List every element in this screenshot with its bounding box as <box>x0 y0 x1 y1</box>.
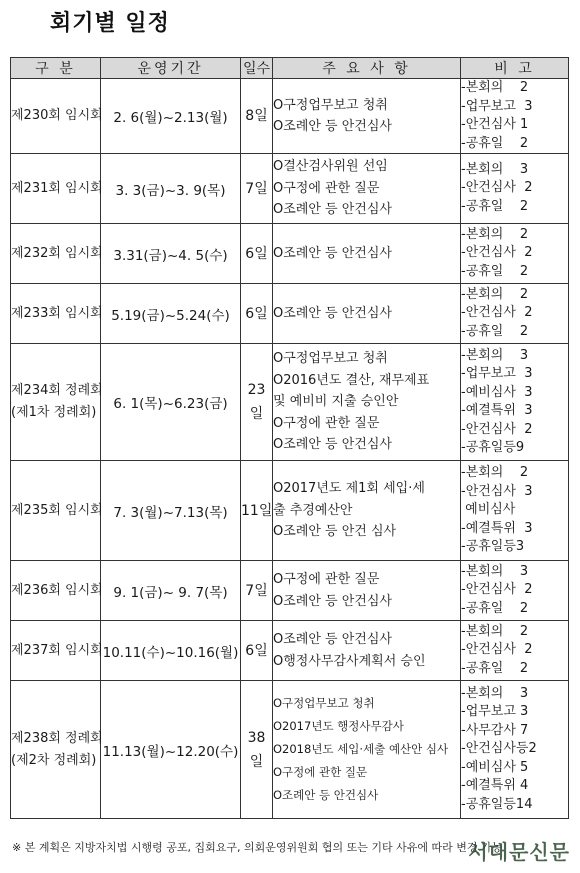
items-cell <box>273 461 461 561</box>
note-item: -공휴일 2 <box>461 323 529 339</box>
header-notes: 비 고 <box>461 58 569 79</box>
table-body <box>11 79 569 819</box>
note-item: -업무보고 3 <box>461 98 533 114</box>
days-cell <box>241 344 273 461</box>
days-cell <box>241 79 273 154</box>
days-value: 일 <box>249 753 264 770</box>
days-cell <box>241 284 273 344</box>
agenda-item: O행정사무감사계획서 승인 <box>273 653 426 669</box>
days-value: 6일 <box>245 305 268 322</box>
session-label: (제2차 정례회) <box>11 752 97 768</box>
notes-cell <box>461 284 569 344</box>
table-row <box>11 284 569 344</box>
note-item: -안건심사 3 <box>461 483 533 499</box>
note-item: -공휴일등3 <box>461 539 525 555</box>
note-item: -공휴일 2 <box>461 263 529 279</box>
agenda-item: O2017년도 행정사무감사 <box>273 719 404 733</box>
agenda-item: O조례안 등 안건심사 <box>273 632 392 647</box>
days-value: 23 <box>247 382 266 398</box>
note-item: -본회의 2 <box>461 286 529 302</box>
agenda-item: O2016년도 결산, 재무제표 <box>273 372 430 388</box>
table-row <box>11 79 569 154</box>
items-cell <box>273 79 461 154</box>
table-row <box>11 461 569 561</box>
footnote: ※ 본 계획은 지방자치법 시행령 공포, 집회요구, 의회운영위원회 협의 또는 기타 사유에 따라 변경 가능 <box>12 841 503 854</box>
note-item: -업무보고 3 <box>461 704 529 720</box>
table-row <box>11 621 569 681</box>
table-row <box>11 224 569 284</box>
note-item: -예결특위 3 <box>461 520 533 536</box>
agenda-item: O구정에 관한 질문 <box>273 572 380 587</box>
session-label: 제230회 임시회 <box>11 108 103 123</box>
notes-cell <box>461 344 569 461</box>
session-label: 제231회 임시회 <box>11 180 103 196</box>
days-cell <box>241 224 273 284</box>
header-session: 구 분 <box>11 58 101 79</box>
period-cell: 3. 3(금)~3. 9(목) <box>101 154 241 224</box>
note-item: -본회의 3 <box>461 563 529 579</box>
note-item: -안건심사 2 <box>461 421 533 437</box>
session-cell <box>11 344 101 461</box>
note-item: -안건심사 2 <box>461 180 533 196</box>
note-item: -공휴일 2 <box>461 660 529 676</box>
table-row <box>11 344 569 461</box>
note-item: 예비심사 <box>461 502 516 518</box>
session-label: 제232회 임시회 <box>11 245 103 261</box>
note-item: -공휴일등9 <box>461 440 525 455</box>
agenda-item: O조례안 등 안건심사 <box>273 245 392 261</box>
agenda-item: O조례안 등 안건 심사 <box>273 524 397 540</box>
items-cell <box>273 154 461 224</box>
agenda-item: O조례안 등 안건심사 <box>273 119 392 134</box>
note-item: -공휴일 2 <box>461 198 529 214</box>
session-cell <box>11 284 101 344</box>
note-item: -예비심사 5 <box>461 759 529 775</box>
note-item: -안건심사 2 <box>461 642 533 658</box>
period-cell: 2. 6(월)~2.13(월) <box>101 79 241 154</box>
period-cell: 9. 1(금)~ 9. 7(목) <box>101 561 241 621</box>
header-items: 주 요 사 항 <box>273 58 461 79</box>
items-cell <box>273 681 461 819</box>
period-cell: 7. 3(월)~7.13(목) <box>101 461 241 561</box>
session-cell <box>11 621 101 681</box>
session-cell <box>11 154 101 224</box>
session-label: (제1차 정례회) <box>11 405 97 420</box>
note-item: -본회의 3 <box>461 685 529 701</box>
items-cell <box>273 561 461 621</box>
days-cell <box>241 681 273 819</box>
agenda-item: O구정업무보고 청취 <box>273 351 388 367</box>
note-item: -본회의 2 <box>461 465 529 481</box>
notes-cell <box>461 461 569 561</box>
period-cell: 5.19(금)~5.24(수) <box>101 284 241 344</box>
session-label: 제233회 임시회 <box>11 305 103 321</box>
agenda-item: O결산검사위원 선임 <box>273 159 388 175</box>
agenda-item: O구정에 관한 질문 <box>273 765 368 779</box>
days-value: 6일 <box>245 245 268 262</box>
table-row <box>11 561 569 621</box>
session-cell <box>11 681 101 819</box>
header-period: 운영기간 <box>101 58 241 79</box>
notes-cell <box>461 79 569 154</box>
session-label: 제234회 정례회 <box>11 383 103 398</box>
period-cell: 6. 1(목)~6.23(금) <box>101 344 241 461</box>
items-cell <box>273 344 461 461</box>
table-row <box>11 154 569 224</box>
period-cell: 10.11(수)~10.16(월) <box>101 621 241 681</box>
notes-cell <box>461 621 569 681</box>
note-item: -공휴일 2 <box>461 600 529 616</box>
note-item: -예결특위 4 <box>461 778 529 794</box>
items-cell <box>273 224 461 284</box>
notes-cell <box>461 224 569 284</box>
agenda-item: O구정에 관한 질문 <box>273 415 380 431</box>
days-value: 11일 <box>241 502 273 519</box>
session-cell <box>11 561 101 621</box>
note-item: -본회의 3 <box>461 347 529 363</box>
notes-cell <box>461 681 569 819</box>
agenda-item: O구정업무보고 청취 <box>273 97 388 113</box>
session-label: 제238회 정례회 <box>11 730 103 746</box>
agenda-item: O2017년도 제1회 세입·세 <box>273 481 425 497</box>
days-value: 일 <box>249 406 264 422</box>
newspaper-watermark: 서대문신문 <box>468 840 570 864</box>
note-item: -안건심사 2 <box>461 305 533 321</box>
agenda-item: O조례안 등 안건심사 <box>273 437 392 453</box>
notes-cell <box>461 561 569 621</box>
agenda-item: O2018년도 세입·세출 예산안 심사 <box>273 742 449 756</box>
agenda-item: O구정에 관한 질문 <box>273 180 380 196</box>
days-cell <box>241 561 273 621</box>
session-cell <box>11 224 101 284</box>
session-cell <box>11 79 101 154</box>
days-value: 8일 <box>245 108 268 124</box>
agenda-item: O구정업무보고 청취 <box>273 696 375 710</box>
notes-cell <box>461 154 569 224</box>
period-cell: 11.13(월)~12.20(수) <box>101 681 241 819</box>
days-cell <box>241 154 273 224</box>
note-item: -안건심사 2 <box>461 245 533 261</box>
period-cell: 3.31(금)~4. 5(수) <box>101 224 241 284</box>
note-item: -본회의 2 <box>461 80 529 95</box>
note-item: -예비심사 3 <box>461 384 533 400</box>
agenda-item: O조례안 등 안건심사 <box>273 593 392 609</box>
items-cell <box>273 284 461 344</box>
note-item: -안건심사등2 <box>461 741 537 757</box>
table-header-row <box>11 58 569 79</box>
session-cell <box>11 461 101 561</box>
items-cell <box>273 621 461 681</box>
note-item: -공휴일등14 <box>461 796 533 812</box>
note-item: -업무보고 3 <box>461 366 533 381</box>
session-label: 제237회 임시회 <box>11 642 103 658</box>
days-value: 6일 <box>245 642 268 659</box>
schedule-table <box>10 57 569 819</box>
days-value: 7일 <box>245 180 268 197</box>
days-value: 7일 <box>245 582 268 599</box>
agenda-item: 출 추경예산안 <box>273 502 353 518</box>
note-item: -공휴일 2 <box>461 135 529 151</box>
agenda-item: 및 예비비 지출 승인안 <box>273 394 399 410</box>
note-item: -안건심사 1 <box>461 117 529 132</box>
days-cell <box>241 461 273 561</box>
note-item: -본회의 2 <box>461 226 529 242</box>
page-title: 회기별 일정 <box>50 11 170 36</box>
agenda-item: O조례안 등 안건심사 <box>273 305 392 321</box>
days-value: 38 <box>247 729 266 746</box>
agenda-item: O조례안 등 안건심사 <box>273 788 379 802</box>
header-days: 일수 <box>241 58 273 79</box>
note-item: -본회의 2 <box>461 623 529 639</box>
note-item: -예결특위 3 <box>461 403 533 418</box>
session-label: 제235회 임시회 <box>11 502 103 518</box>
days-cell <box>241 621 273 681</box>
note-item: -본회의 3 <box>461 161 529 177</box>
session-label: 제236회 임시회 <box>11 582 103 598</box>
note-item: -안건심사 2 <box>461 582 533 598</box>
table-row <box>11 681 569 819</box>
note-item: -사무감사 7 <box>461 722 529 738</box>
agenda-item: O조례안 등 안건심사 <box>273 202 392 218</box>
